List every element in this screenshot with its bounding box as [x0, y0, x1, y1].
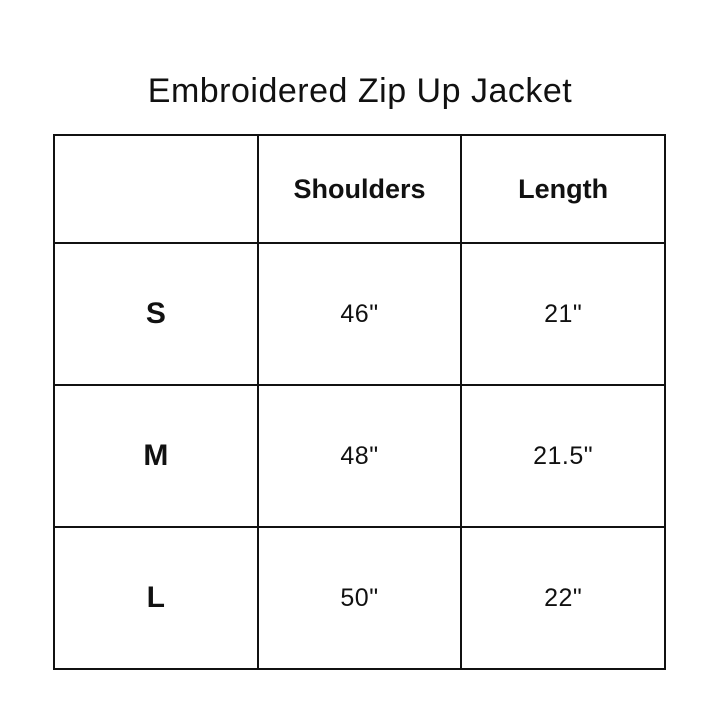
shoulders-value-l: 50": [258, 527, 462, 669]
size-chart-table: [53, 134, 666, 670]
page-title: Embroidered Zip Up Jacket: [147, 72, 573, 110]
table-header-row: [54, 135, 665, 243]
table-row: [54, 527, 665, 669]
table-row: [54, 385, 665, 527]
length-value-s: 21": [461, 243, 665, 385]
table-row: [54, 243, 665, 385]
shoulders-value-s: 46": [258, 243, 462, 385]
size-label-s: S: [54, 243, 258, 385]
shoulders-column-header: Shoulders: [258, 135, 462, 243]
length-value-l: 22": [461, 527, 665, 669]
shoulders-value-m: 48": [258, 385, 462, 527]
corner-header-cell: [54, 135, 258, 243]
size-label-l: L: [54, 527, 258, 669]
length-value-m: 21.5": [461, 385, 665, 527]
length-column-header: Length: [461, 135, 665, 243]
size-label-m: M: [54, 385, 258, 527]
